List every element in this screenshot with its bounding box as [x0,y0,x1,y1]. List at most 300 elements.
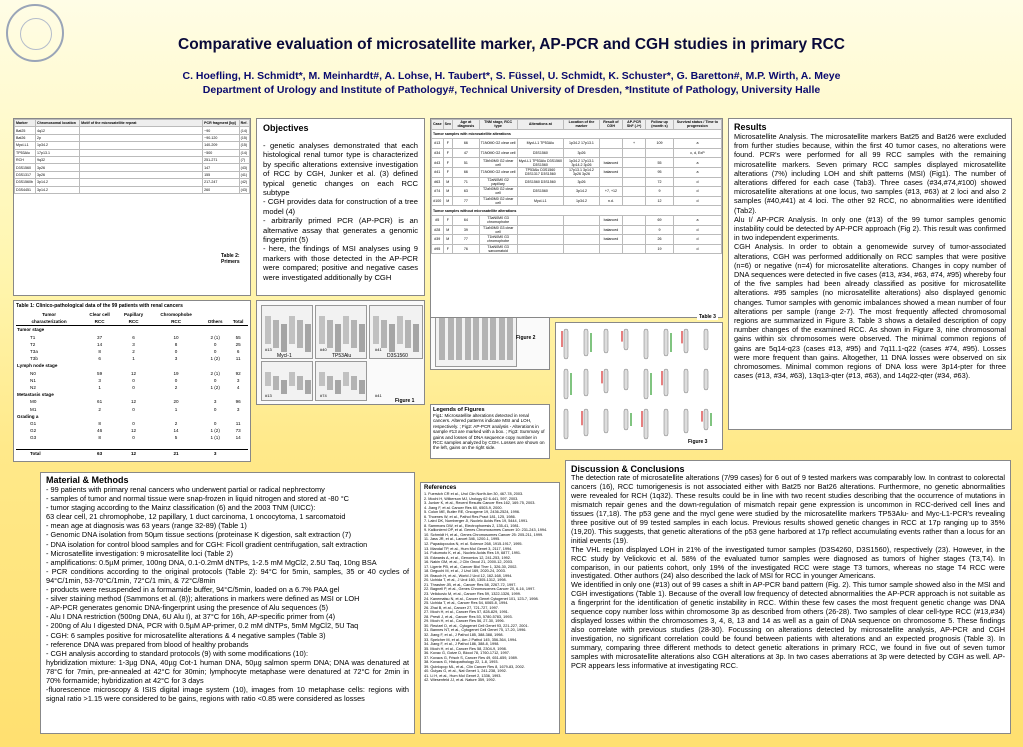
primers-cell [80,134,203,141]
table1-row [16,420,248,427]
gel-case-label: #41 [375,347,382,352]
primers-cell: (42) [239,179,249,186]
table3-label: Table 3 [699,314,716,320]
chromosome-ideogram [624,409,628,430]
table1-cell: T1 [30,334,36,340]
table3-cell: 9 [646,225,674,235]
table3-cell: 72 [646,177,674,187]
table3-row [432,215,722,225]
table3-cell: #43 [432,158,444,168]
table1-cell: 12 [131,428,137,434]
primers-cell: 260 [203,186,240,193]
gel-band [289,316,295,344]
table3-cell: balanced [599,158,622,168]
primers-cell: ~90-120 [203,134,240,141]
table3-cell: F [443,244,452,254]
case-summary-table-panel [430,118,723,318]
gel-band [265,372,271,386]
primers-cell: ~500 [203,149,240,156]
table3-cell: d [673,187,721,197]
chromosome-ideogram [684,409,688,433]
table1-cell: Total [16,449,82,457]
table1-cell [228,449,248,457]
table3-cell: balanced [599,225,622,235]
discussion-title: Discussion & Conclusions [571,464,685,474]
table3-header-cell: Location of the marker [564,120,600,130]
reference-item: 4. Jiang F, et al. Cancer Res 60, 6503-9, 2000. [424,505,503,510]
table1-cell: 14 [97,341,103,347]
reference-item: 38. Kovacs G, Histopathology 22, 1-8, 1993. [424,660,499,665]
legends-panel [430,404,550,459]
figure3-panel [555,322,723,450]
table1-caption: Table 1: Clinico-pathological data of the 99 patients with renal cancers [16,303,183,309]
table1-row [16,449,248,457]
table1-cell: 3 [213,399,217,405]
table1-cell: 8 [174,341,178,347]
table1-header-cell: Total [228,318,248,326]
table1-cell: 2 (1) [210,370,220,376]
gel-case-label: #13 [265,347,272,352]
table1-cell: 0 [132,435,135,441]
table1-row [16,427,248,434]
table3-row [432,167,722,177]
table3-cell: Mycl-L1 [517,196,563,206]
reference-item: 14. Fukumoto K, et al., Nucleic Acids Res 19, 6877, 1991. [424,551,522,556]
table3-cell: D3S1560 D3S1560 [517,177,563,187]
table1-row [16,348,248,355]
table3-cell: #74 [432,187,444,197]
table1-row [16,391,248,398]
primers-cell: 9q32 [36,156,80,163]
table3-cell: 95 [646,167,674,177]
methods-title: Material & Methods [46,475,129,485]
table3-cell [599,244,622,254]
reference-item: 34. Jiang F, et al., J Pathol 186, 388-8, 1998. [424,642,500,647]
table3-cell [517,215,563,225]
gel-band [359,380,365,394]
table1-row [16,370,248,377]
gel-band [335,380,341,394]
table3-section-row [432,206,722,216]
table3-cell [623,225,646,235]
gel-band [507,312,513,360]
table1-cell [228,391,248,398]
table3-cell: + [623,139,646,149]
primers-cell: ~90 [203,127,240,134]
primers-cell: Bat25 [15,127,36,134]
gel-band [335,324,341,352]
table3-header-cell: Result of CGH [599,120,622,130]
table3-cell [623,235,646,245]
primers-table-panel [13,118,251,296]
chromosome-ideogram [564,369,568,399]
table3-header-cell: Case [432,120,444,130]
table1-cell: 0 [213,406,217,412]
primers-row [15,149,250,156]
table1-cell: 0 [174,349,178,355]
chromosome-ideogram [664,329,668,356]
table1-cell: 8 [98,420,101,426]
gel-marker-label: Mycl-1 [277,353,292,359]
table3-cell [623,177,646,187]
table1-cell: 20 [173,399,179,405]
reference-item: 24. Kanematsu N, et al., Cancer Genet Cytogenet 101, 123-7, 1998. [424,596,539,601]
chromosome-ideogram [564,329,568,359]
table3-row [432,177,722,187]
table3-cell: a [673,167,721,177]
table1-cell [202,326,228,334]
objectives-panel [256,118,425,296]
table3-cell [623,244,646,254]
primers-row [15,179,250,186]
primers-cell [80,179,203,186]
references-list [424,492,556,683]
reference-item: 3. Junker K, et al., Recent Results Cancer Res 162, 169-75, 2003. [424,501,536,506]
primers-cell [80,171,203,178]
table3-cell: 3p14.2 [564,187,600,197]
poster-authors: C. Hoefling, H. Schmidt*, M. Meinhardt#, A. Lohse, H. Taubert*, S. Füssel, U. Schmidt, K. Schuster*, G. Baretton#, M.P. Wirth, A. Meye [182,70,841,82]
table3-section-label: Tumor samples without microsatellite alterations [432,206,722,216]
table3-cell: a [673,215,721,225]
table3-cell [517,235,563,245]
primers-row [15,142,250,149]
table3-cell: d [673,196,721,206]
reference-item: 41. Li H, et al., Hum Mol Genet 2, 1336, 1993. [424,673,502,678]
references-title: References [424,485,457,491]
table1-cell: M1 [30,406,37,412]
gel-band [289,372,295,386]
table3-cell: 1p34.2 [564,196,600,206]
reference-item: 18. Deguchi M, et al., J Urol 169, 2020-24, 2003. [424,569,506,574]
reference-item: 13. Mandal TP, et al., Hum Mol Genet 3, 2117, 1994. [424,546,513,551]
table1-cell: T3a [30,349,38,355]
table1-cell: 6 [98,356,101,362]
primers-cell: D3S1317 [15,171,36,178]
table3-cell [517,244,563,254]
table1-header-cell: RCC [117,318,150,326]
table1-cell [117,391,150,398]
table3-cell: #5 [432,215,444,225]
gel-band [343,372,349,386]
table1-cell [150,413,202,420]
table1-cell: 0 [174,377,178,383]
table3-cell: 77 [453,196,480,206]
gel-band [281,380,287,394]
table3-header-cell: Alterations at [517,120,563,130]
gel-band [319,316,325,344]
reference-item: 16. Nakin GM, et al., J Clin Oncol 21, 2000-12, 2003. [424,560,514,565]
table3-cell [599,139,622,149]
table3-header-cell: Survival status / Time to progression [673,120,721,130]
table3-cell: M [443,177,452,187]
table3-cell: T4aN0M0 G3 sarcomatoid [479,244,517,254]
table3-cell [599,177,622,187]
reference-item: 10. Schmidt H, et al., Genes Chromosomes Cancer 25: 205-211, 1999. [424,532,544,537]
primers-cell: RCH [15,156,36,163]
table3-cell: a [673,158,721,168]
reference-item: 23. Velickovic M, et al., Cancer Res 59, 1322-1326, 1999. [424,592,521,597]
table1-cell: 92 [235,370,241,376]
reference-item: 40. Gulyas G, et al., Nat Genet 1, 241-238, 1992. [424,669,507,674]
table3-cell: 64 [453,215,480,225]
gel-band [490,312,496,360]
primers-cell: (14) [239,127,249,134]
discussion-text: The detection rate of microsatellite alterations (7/99 cases) for 6 out of 9 tested markers was comparably low. In contrast to colorectal cancers (16), RCC tumorigenesis is not associated either with Bat25 nor Bat26 alterations. Furthermore, no genetic abnormalities were revealed for RCH (1q32). These results could be in line with two recent studies describing that the occurrence of mutations in mismatch repair genes and the down-regulation of mismatch repair gene expression is uncommon in RCC-derived cell lines and tissues (17,18). The p53 gene and the mycl gene were studied by the microsatellite markers TP53Alu- and Myc-L1-PCR's revealing three positive out of 99 tested samples in each locus. Previous results showed genetic changes in RCC at 17p ranging up to 35% (19,20). This suggests, that genetic alterations of the p53 gene harbored at 17p reflect accumulating events rather than a locus for an initial events (19). The VHL region displayed LOH in 21% of the investigated tumor samples (D3S4260, D3S1560), respectively (23). However, in the RCC study by Velickovic et al. 58% of the evaluated tumor samples were diagnosed as tumors of higher stages (T3,T4). In comparison, in our patients cohort, only 19% of the investigated RCC were stage T3 tumors, whereas no stage T4 RCC were investigated. Other authors (24) also described the lack of MSI for RCC in younger Americans. We identified in only one (#13) out of 99 cases a shift in AP-PCR band pattern (Fig. 2). This tumor sample showed also in the MSI and CGH investigations (Table 1). Because of the overall low frequency of detected abnormalities the AP-PCR approach is not suitable as a fingerprint for the identification of genetic instability in RCC. Within these few cases the most frequent genetic change was DNA sequence copy number loss within chromosome 3p as described from others (26-28). Two samples of clear cell-type RCC (#13,#34) displayed losses within the chromosomes 3, 4, 8, 13 and 14 as well as a gain of DNA sequence on chromosome 5. These findings also correlate with previous studies (28-30). Focussing on alterations detected by microsatellite analysis, AP-PCR and CGH investigation, no significant correlation could be found between patients with alterations and an expected prognosis (Table 3). In summary, comparing three different methods to detect genetic alterations in primary RCC, we found in five out of seven tumor samples with microsatellite alterations also CGH alterations at 3p. In two cases aberrations at 3p were detected by CGH as well. AP-PCR appears less informative at investigating RCC. [571,473,1005,671]
table3-cell: 17p13.1 3p14.2 3p26 3p26 [564,167,600,177]
table1-row [16,355,248,362]
gel-band [448,312,454,360]
table1-cell: G3 [30,435,37,441]
gel-band [405,320,411,348]
primers-cell [80,142,203,149]
gel-case-label: #41 [375,393,382,398]
primers-cell: 140-209 [203,142,240,149]
table3-cell: T3aN0M0 G3 chromophobe [479,215,517,225]
table1-cell: 1 [132,356,135,362]
table1-cell: 0 [213,420,217,426]
reference-item: 8. Sammons DW, et al., Electrophoresis 2, 135-41, 1981. [424,523,520,528]
table3-cell: #39 [432,235,444,245]
reference-item: 19. Brauch H, et al., World J Urol 12, 162-168, 1994. [424,573,513,578]
gel-band [265,316,271,344]
table1-row [16,334,248,341]
objectives-title: Objectives [263,123,309,133]
table1-cell: Metastasis stage [17,392,54,398]
table3-cell: D3S1560 [517,148,563,158]
primers-cell: 155 [203,171,240,178]
table1-cell: 0 [213,341,217,347]
primers-cell [80,156,203,163]
reference-item: 5. Colon ME, Butler RE, Oncogene 19, 2436-2524, 1996. [424,510,521,515]
table1-cell: 1 [174,406,178,412]
table3-cell: 3p26 [564,148,600,158]
table1-header-cell: RCC [82,318,117,326]
table1-cell [82,326,117,334]
gel-band [351,320,357,348]
table1-cell: N1 [30,377,36,383]
chromosome-ideogram [704,369,708,390]
table1-cell: 4 [236,384,240,390]
primers-cell: 1p34.2 [36,142,80,149]
table3-cell: T1aN0M0 G3 clear cell [479,225,517,235]
table3-cell: 69 [646,215,674,225]
chromosome-ideogram [564,409,568,439]
gel-band [359,324,365,352]
gel-case-label: #13 [265,393,272,398]
table3-cell [623,196,646,206]
primers-header-cell: Chromosomal location [36,120,80,127]
table1-cell: 2 (1) [210,334,220,340]
table1-cell: 2 [98,406,101,412]
chromosome-ideogram [664,409,668,436]
gel-band [305,380,311,394]
table1-cell: 2 [174,384,178,390]
table1-cell: M0 [30,399,37,405]
table1-cell: 0 [132,420,135,426]
gel-band [273,376,279,390]
table3-header-cell: AP-PCR ShF (-/+) [623,120,646,130]
table1-cell [150,326,202,334]
primers-row [15,164,250,171]
table1-cell [117,413,150,420]
table3-cell: 63 [453,187,480,197]
chromosome-ideogram [624,329,628,350]
gel-band [439,312,445,360]
gel-band [281,324,287,352]
table3-cell: T3bN0M0 G2 clear cell [479,158,517,168]
table3-cell [623,158,646,168]
table1-row [16,434,248,441]
table3-cell: a [673,139,721,149]
gel-band [297,376,303,390]
table1-header-cell: Others [202,318,228,326]
primers-cell: (14) [239,149,249,156]
table1-header-row [16,311,248,318]
table3-cell [623,167,646,177]
chromosome-ideogram [704,329,708,350]
primers-cell: D3S1560b [15,179,36,186]
table1-cell: 73 [235,428,241,434]
table1-cell: 3 [132,341,135,347]
poster-affiliation: Department of Urology and Institute of Pathology#, Technical University of Dresden, *Institute of Pathology, University Halle [202,84,821,96]
table3-header-row [432,120,722,130]
table1-cell: 0 [213,349,217,355]
results-panel [728,118,1012,430]
primers-cell: D3S4451 [15,186,36,193]
table1-header-cell: characterization [16,318,82,326]
primers-header-cell: Motif of the microsatellite repeat [80,120,203,127]
table3-cell [646,148,674,158]
primers-header-cell: PCR fragment [bp] [203,120,240,127]
table2-label: Table 2: Primers [221,253,240,265]
table3-header-cell: TNM stage, RCC type [479,120,517,130]
table1-row [16,377,248,384]
table3-cell: #95 [432,244,444,254]
table1-row [16,384,248,391]
table1-cell: 14 [235,435,241,441]
table1-cell [150,391,202,398]
table1-row [16,326,248,334]
table1-row [16,405,248,412]
table3-cell: n.d. [599,196,622,206]
methods-text: - 99 patients with primary renal cancers who underwent partial or radical nephrectomy - samples of tumor and normal tissue were snap-frozen in liquid nitrogen and stored at -80 °C - tumor staging according to the Mainz classification (6) and the 2003 TNM (UICC): 63 clear cell, 21 chromophobe, 12 papillary, 1 duct carcinoma, 1 oncocytoma, 1 sarcomatoid - mean age at diagnosis was 63 years (range 32-89) (Table 1) - Genomic DNA isolation from 50µm tissue sections (proteinase K digestion, salt extraction (7) - DNA isolation for control blood samples and for CGH: Ficoll gradient centrifugation, salt extraction - Microsatellite investigation: 9 microsatellite loci (Table 2) - amplifications: 0.5µM primer, 100ng DNA, 0.1-0.2mM dNTPs, 1-2.5 mM MgCl2, 2.5U Taq, 10ng BSA - PCR conditions according to the original protocols (Table 2): 94°C for 5min, samples, 35 or 40 cycles of 94°C/1min, 53-70°C/1min, 72°C/1 min, & 72°C/8min - products were resuspended in a formamide buffer, 94°C/5min, loaded on a 6.7% PAA gel - silver staining method (Sammons et al. (8)); alterations in markers were defined as MSI or LOH - AP-PCR generates genomic DNA-fingerprint using the presence of Alu sequences (5) - Alu I DNA restriction (500ng DNA, 6U Alu I), at 37°C for 16h, AP-specific primer from (4) - 200ng of Alu I digested DNA, PCR with 0.5µM AP-primer, 0.2 mM dNTPs, 5mM MgCl2, 5U Taq - CGH: 6 samples positive for microsatellite alterations & 4 negative samples (Table 3) - reference DNA was prepared from blood of healthy probands - CGH analysis according to standard protocols (9) with some modifications (10): hybridization mixture: 1-3µg DNA, 40µg Cot-1 human DNA, 50µg salmon sperm DNA; DNA was denatured at 78°C for 7min, pre-annealed at 42°C for 30min; lymphocyte metaphase were denatured at 72°C for 2min in 70% formamide; hybridization at 42°C for 3 days -fluorescence microscopy & ISIS digital image system (10), images from 10 metaphase cells: regions with signal ratio >1.15 were considered to be gains, regions with ratio <0.85 were considered as losses [46,485,409,704]
table1-cell [82,362,117,369]
table1-cell: 12 [131,370,137,376]
reference-item: 6. Thoenes W, et al., Pathol Res Pract 181, 125, 1986. [424,514,516,519]
case-summary-table [431,119,722,254]
table1-cell: 19 [173,370,179,376]
table3-cell: #34 [432,148,444,158]
table3-cell: F [443,158,452,168]
table1-cell: 2 [174,420,178,426]
table3-cell: Mycl-L1 TP53Alu [517,139,563,149]
chromosome-ideogram [624,369,628,390]
chromosome-ideogram [644,369,648,399]
table3-cell [623,148,646,158]
table1-row [16,413,248,420]
primers-row [15,134,250,141]
primers-cell: (41) [239,171,249,178]
table3-cell: F [443,167,452,177]
table3-cell [564,235,600,245]
reference-item: 39. Quinlopop ML, et al., Clin Cancer Res 8, 1679-83, 2002. [424,664,525,669]
chromosome-ideogram [704,409,708,430]
table1-cell: 3 [174,356,178,362]
table3-cell: 51 [453,158,480,168]
table1-cell: 63 [82,449,117,457]
reference-item: 11. Jass JR, et al., Lancet 346, 1200-1, 1995. [424,537,501,542]
gel-band [456,312,462,360]
table1-cell [117,362,150,369]
table3-cell: balanced [599,215,622,225]
table3-cell [623,187,646,197]
table3-cell: T1aN0M0 G2 clear cell [479,196,517,206]
primers-cell: 251-271 [203,156,240,163]
primers-cell: 17p13.1 [36,149,80,156]
table1-cell: 37 [97,334,103,340]
table1-cell: 1 (2) [210,428,220,434]
gel-case-label: #40 [320,347,327,352]
table3-cell: T1N0M0 G2 clear cell [479,139,517,149]
table3-cell: F [443,139,452,149]
table3-cell [564,225,600,235]
table1-cell: Grading a [17,413,39,419]
table1-row [16,362,248,369]
chromosome-ideogram [584,409,588,436]
primers-cell: (43) [239,186,249,193]
gel-band [351,376,357,390]
table1-header-cell: Papillary [123,312,144,318]
gel-band [381,320,387,348]
table3-cell: 19 [646,244,674,254]
table3-cell: TP53Alu D3S1560 D3S1317 D3S1560 [517,167,563,177]
chromosome-ideogram [684,369,688,393]
reference-item: 20. Uchida T, et al., J Urol 160, 1305-1312, 1998. [424,578,507,583]
table1-cell: G1 [30,420,37,426]
references-panel [420,482,560,734]
reference-item: 26. Zhai B, et al., Cancer 27, 721-727, 1997. [424,605,499,610]
table1-cell [117,326,150,334]
primers-header-cell: Marker [15,120,36,127]
table3-cell: T1N0M0 G2 clear cell [479,167,517,177]
reference-item: 37. Kovacs G, Frisch S, Cancer Res 49, 651-659, 1989. [424,655,518,660]
table3-row [432,244,722,254]
table3-row [432,187,722,197]
reference-item: 27. Moch H, et al., Cancer Res 57, 828-829, 1991. [424,610,509,615]
primers-header-row [15,120,250,127]
table1-cell: 11 [235,356,241,362]
primers-header-cell: Ref. [239,120,249,127]
reference-item: 42. Wiesenfeld JJ, et al. Nature 359, 1992. [424,678,496,683]
table3-row [432,235,722,245]
table1-cell: 2 [132,349,135,355]
table1-cell: 5 [174,435,178,441]
primers-row [15,186,250,193]
chromosome-ideogram [664,369,668,396]
primers-cell: (15) [239,134,249,141]
table3-cell: 1p34.2 17p13.1 [564,139,600,149]
results-title: Results [734,122,767,132]
primers-row [15,127,250,134]
table1-cell: 1 (2) [210,356,220,362]
table3-cell: 55 [646,158,674,168]
table1-cell [228,413,248,420]
primers-cell [80,186,203,193]
table1-row [16,441,248,449]
discussion-panel [565,460,1011,734]
table3-row [432,196,722,206]
primers-cell: 147 [203,164,240,171]
